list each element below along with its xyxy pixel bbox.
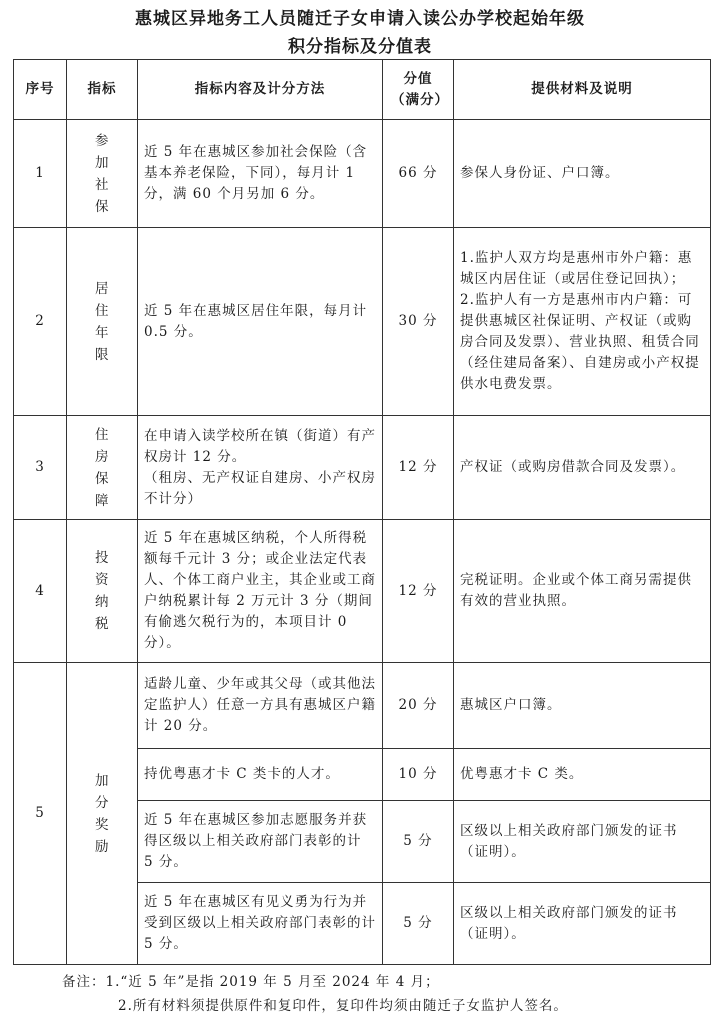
materials-cell: 1.监护人双方均是惠州市外户籍：惠城区内居住证（或居住登记回执）； 2.监护人有一方是惠州市内户籍：可提供惠城区社保证明、产权证（或购房合同及发票）、营业执照、租赁合同（经住建局备案）、自建房或小产权提供水电费发票。 (454, 228, 711, 416)
indicator-cell (67, 416, 138, 520)
content-cell: 近 5 年在惠城区有见义勇为行为并受到区级以上相关政府部门表彰的计 5 分。 (138, 883, 383, 965)
score-cell: 10 分 (383, 749, 454, 801)
row-number: 1 (14, 120, 67, 228)
score-cell: 20 分 (383, 663, 454, 749)
table-row (14, 520, 711, 663)
content-cell: 近 5 年在惠城区参加志愿服务并获得区级以上相关政府部门表彰的计 5 分。 (138, 801, 383, 883)
score-cell: 30 分 (383, 228, 454, 416)
score-cell: 12 分 (383, 416, 454, 520)
indicator-cell (67, 228, 138, 416)
indicator-label: 参加社保 (95, 132, 110, 215)
indicator-label: 居住年限 (95, 280, 110, 363)
score-table (13, 59, 711, 965)
materials-cell: 产权证（或购房借款合同及发票）。 (454, 416, 711, 520)
score-cell: 66 分 (383, 120, 454, 228)
materials-cell: 参保人身份证、户口簿。 (454, 120, 711, 228)
table-row (14, 228, 711, 416)
header-indicator: 指标 (67, 60, 138, 120)
content-cell: 近 5 年在惠城区居住年限，每月计 0.5 分。 (138, 228, 383, 416)
materials-cell: 区级以上相关政府部门颁发的证书（证明）。 (454, 801, 711, 883)
materials-cell: 优粤惠才卡 C 类。 (454, 749, 711, 801)
content-cell: 近 5 年在惠城区纳税，个人所得税额每千元计 3 分；或企业法定代表人、个体工商户业主，其企业或工商户纳税累计每 2 万元计 3 分（期间有偷逃欠税行为的，本项目计 0 分）。 (138, 520, 383, 663)
indicator-label: 住房保障 (95, 426, 110, 509)
content-cell: 适龄儿童、少年或其父母（或其他法定监护人）任意一方具有惠城区户籍计 20 分。 (138, 663, 383, 749)
score-cell: 12 分 (383, 520, 454, 663)
materials-cell: 区级以上相关政府部门颁发的证书（证明）。 (454, 883, 711, 965)
row-number: 5 (14, 663, 67, 965)
materials-cell: 完税证明。企业或个体工商另需提供有效的营业执照。 (454, 520, 711, 663)
header-materials: 提供材料及说明 (454, 60, 711, 120)
header-score: 分值（满分） (383, 60, 454, 120)
title-line-1: 惠城区异地务工人员随迁子女申请入读公办学校起始年级 (135, 9, 585, 29)
materials-cell: 惠城区户口簿。 (454, 663, 711, 749)
row-number: 2 (14, 228, 67, 416)
content-cell: 近 5 年在惠城区参加社会保险（含基本养老保险，下同），每月计 1 分，满 60 个月另加 6 分。 (138, 120, 383, 228)
indicator-label: 投资纳税 (95, 550, 110, 632)
header-row (14, 60, 711, 120)
table-row (14, 120, 711, 228)
indicator-cell (67, 120, 138, 228)
title-line-2: 积分指标及分值表 (288, 37, 432, 57)
header-no: 序号 (14, 60, 67, 120)
document-title (0, 5, 720, 61)
score-cell: 5 分 (383, 883, 454, 965)
score-cell: 5 分 (383, 801, 454, 883)
table-row (14, 416, 711, 520)
header-content: 指标内容及计分方法 (138, 60, 383, 120)
table-row (14, 663, 711, 749)
row-number: 3 (14, 416, 67, 520)
row-number: 4 (14, 520, 67, 663)
notes (62, 970, 568, 1018)
indicator-cell (67, 663, 138, 965)
note-line-2: 2.所有材料须提供原件和复印件，复印件均须由随迁子女监护人签名。 (118, 998, 568, 1014)
note-line-1: 备注：1.“近 5 年”是指 2019 年 5 月至 2024 年 4 月； (62, 974, 440, 990)
content-cell: 持优粤惠才卡 C 类卡的人才。 (138, 749, 383, 801)
indicator-label: 加分奖励 (95, 772, 110, 855)
indicator-cell (67, 520, 138, 663)
content-cell: 在申请入读学校所在镇（街道）有产权房计 12 分。 （租房、无产权证自建房、小产权房不计分） (138, 416, 383, 520)
